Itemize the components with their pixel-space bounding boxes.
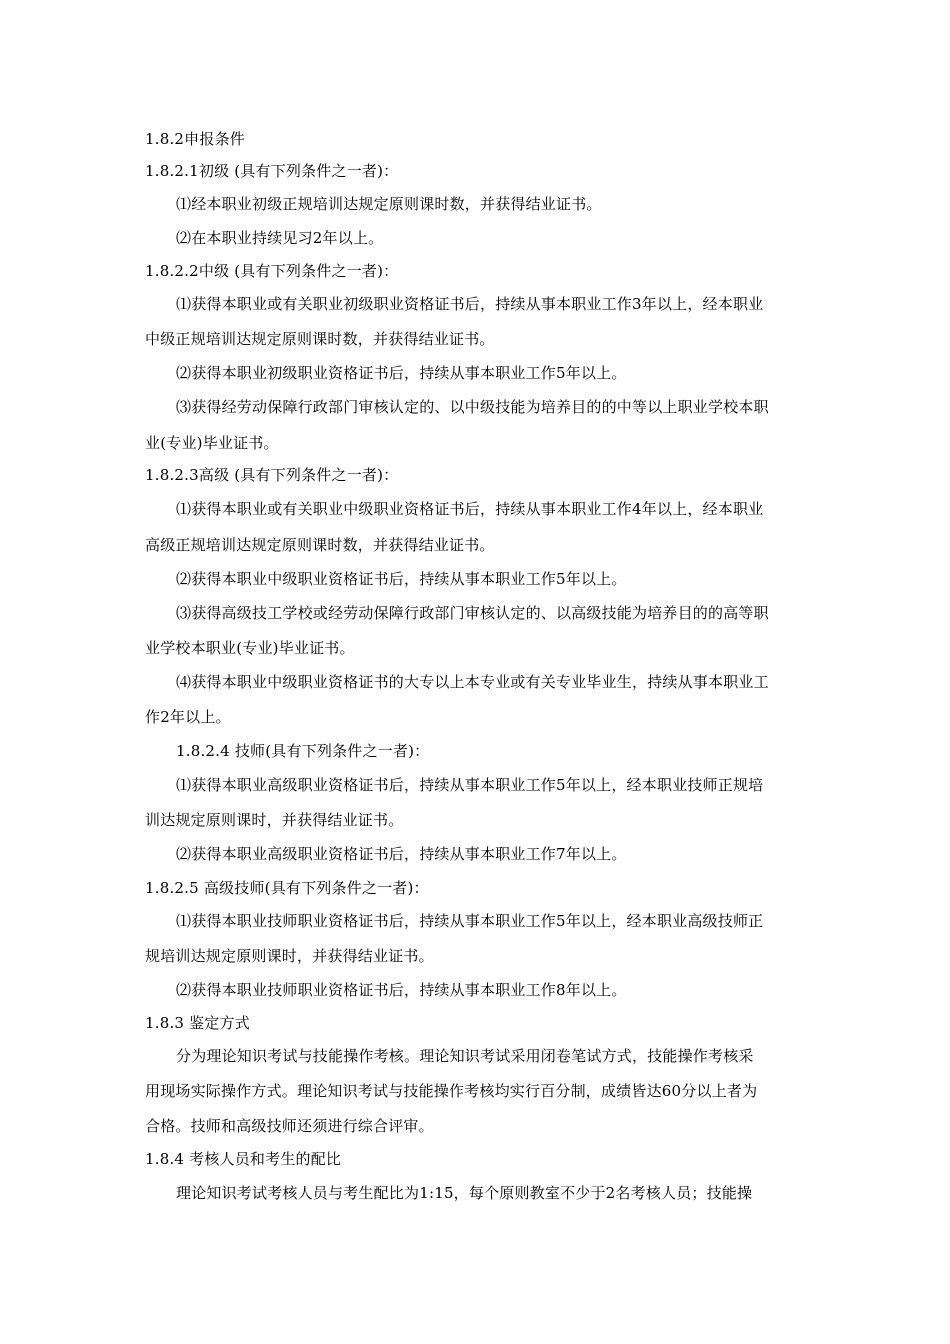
paragraph-line: 作2年以上。 (145, 708, 231, 726)
subsection-heading: 1.8.2.1初级 (具有下列条件之一者)： (145, 162, 399, 180)
paragraph-line: ⑷获得本职业中级职业资格证书的大专以上本专业或有关专业毕业生，持续从事本职业工 (176, 673, 769, 691)
section-heading: 1.8.2申报条件 (145, 130, 245, 148)
paragraph-line: 规培训达规定原则课时，并获得结业证书。 (145, 947, 434, 965)
paragraph-line: ⑴获得本职业技师职业资格证书后，持续从事本职业工作5年以上，经本职业高级技师正 (176, 912, 764, 930)
paragraph-line: ⑴经本职业初级正规培训达规定原则课时数，并获得结业证书。 (176, 195, 602, 213)
paragraph-line: ⑵获得本职业中级职业资格证书后，持续从事本职业工作5年以上。 (176, 570, 627, 588)
paragraph-line: ⑴获得本职业或有关职业中级职业资格证书后，持续从事本职业工作4年以上，经本职业 (176, 500, 764, 518)
paragraph-line: 用现场实际操作方式。理论知识考试与技能操作考核均实行百分制，成绩皆达60分以上者为 (145, 1082, 758, 1100)
paragraph-line: ⑶获得经劳动保障行政部门审核认定的、以中级技能为培养目的的中等以上职业学校本职 (176, 398, 769, 416)
paragraph-line: ⑵获得本职业技师职业资格证书后，持续从事本职业工作8年以上。 (176, 981, 627, 999)
paragraph-line: 业学校本职业(专业)毕业证书。 (145, 639, 355, 657)
paragraph-line: 合格。技师和高级技师还须进行综合评审。 (145, 1117, 434, 1135)
subsection-heading: 1.8.2.2中级 (具有下列条件之一者)： (145, 262, 399, 280)
subsection-heading: 1.8.2.4 技师(具有下列条件之一者)： (176, 742, 430, 760)
paragraph-line: 理论知识考试考核人员与考生配比为1:15，每个原则教室不少于2名考核人员；技能操 (176, 1184, 753, 1202)
paragraph-line: ⑵获得本职业高级职业资格证书后，持续从事本职业工作7年以上。 (176, 845, 627, 863)
subsection-heading: 1.8.2.5 高级技师(具有下列条件之一者)： (145, 879, 429, 897)
paragraph-line: 中级正规培训达规定原则课时数，并获得结业证书。 (145, 330, 495, 348)
paragraph-line: 分为理论知识考试与技能操作考核。理论知识考试采用闭卷笔试方式，技能操作考核采 (176, 1047, 754, 1065)
paragraph-line: ⑶获得高级技工学校或经劳动保障行政部门审核认定的、以高级技能为培养目的的高等职 (176, 604, 769, 622)
paragraph-line: 业(专业)毕业证书。 (145, 434, 279, 452)
section-heading: 1.8.3 鉴定方式 (145, 1014, 250, 1032)
paragraph-line: 高级正规培训达规定原则课时数，并获得结业证书。 (145, 536, 495, 554)
paragraph-line: 训达规定原则课时，并获得结业证书。 (145, 811, 404, 829)
subsection-heading: 1.8.2.3高级 (具有下列条件之一者)： (145, 466, 399, 484)
section-heading: 1.8.4 考核人员和考生的配比 (145, 1150, 342, 1168)
paragraph-line: ⑴获得本职业高级职业资格证书后，持续从事本职业工作5年以上，经本职业技师正规培 (176, 776, 764, 794)
paragraph-line: ⑴获得本职业或有关职业初级职业资格证书后，持续从事本职业工作3年以上，经本职业 (176, 295, 764, 313)
paragraph-line: ⑵在本职业持续见习2年以上。 (176, 229, 384, 247)
paragraph-line: ⑵获得本职业初级职业资格证书后，持续从事本职业工作5年以上。 (176, 364, 627, 382)
